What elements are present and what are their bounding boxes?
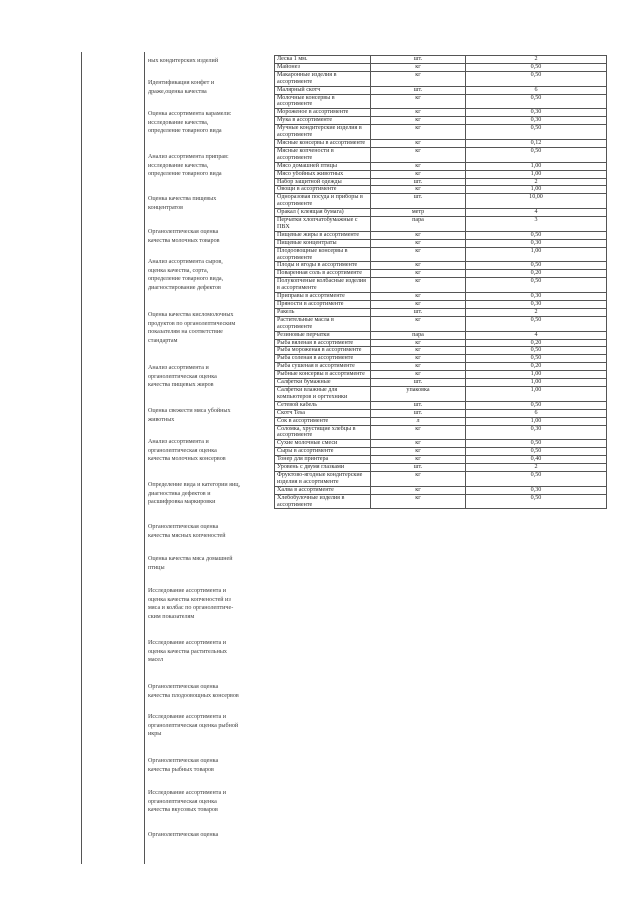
- quantity-cell: 0,30: [466, 486, 607, 494]
- unit-cell: шт.: [371, 194, 466, 209]
- quantity-cell: 0,40: [466, 456, 607, 464]
- item-name-cell: Сок в ассортименте: [275, 417, 371, 425]
- unit-cell: кг: [371, 471, 466, 486]
- item-name-cell: Ракель: [275, 308, 371, 316]
- table-row: [275, 86, 607, 94]
- item-name-cell: Уровень с двумя глазками: [275, 464, 371, 472]
- unit-cell: кг: [371, 186, 466, 194]
- unit-cell: шт.: [371, 308, 466, 316]
- unit-cell: кг: [371, 147, 466, 162]
- topic-item: Анализ ассортимента сыров, оценка качества, сорта, определение товарного вида, диагностирование дефектов: [148, 259, 224, 292]
- quantity-cell: 0,30: [466, 117, 607, 125]
- item-name-cell: Одноразовая посуда и приборы в ассортименте: [275, 194, 371, 209]
- quantity-cell: 0,50: [466, 471, 607, 486]
- item-name-cell: Молочные консервы в ассортименте: [275, 94, 371, 109]
- left-margin-line: [81, 52, 82, 864]
- quantity-cell: 0,50: [466, 448, 607, 456]
- unit-cell: кг: [371, 355, 466, 363]
- item-name-cell: Плоды и ягоды в ассортименте: [275, 262, 371, 270]
- item-name-cell: Тонер для принтера: [275, 456, 371, 464]
- supply-table-body: [275, 56, 607, 509]
- quantity-cell: 0,50: [466, 231, 607, 239]
- item-name-cell: Рыба соленая в ассортименте: [275, 355, 371, 363]
- item-name-cell: Салфетки влажные для компьютеров и оргтехники: [275, 386, 371, 401]
- table-row: [275, 109, 607, 117]
- quantity-cell: 2: [466, 308, 607, 316]
- topic-item: Органолептическая оценка качества плодоовощных консервов: [148, 684, 239, 699]
- quantity-cell: 6: [466, 86, 607, 94]
- table-row: [275, 170, 607, 178]
- unit-cell: пара: [371, 217, 466, 232]
- unit-cell: кг: [371, 440, 466, 448]
- table-row: [275, 417, 607, 425]
- topic-item: Оценка качества пищевых концентратов: [148, 196, 217, 211]
- unit-cell: кг: [371, 293, 466, 301]
- table-row: [275, 301, 607, 309]
- table-row: [275, 371, 607, 379]
- item-name-cell: Поваренная соль в ассортименте: [275, 270, 371, 278]
- table-row: [275, 316, 607, 331]
- item-name-cell: Плодоовощные консервы в ассортименте: [275, 247, 371, 262]
- quantity-cell: 1,00: [466, 417, 607, 425]
- unit-cell: шт.: [371, 178, 466, 186]
- item-name-cell: Рыба сушеная в ассортименте: [275, 363, 371, 371]
- table-row: [275, 425, 607, 440]
- quantity-cell: 0,50: [466, 440, 607, 448]
- topic-item: Органолептическая оценка качества молочных товаров: [148, 229, 220, 244]
- topic-item: Исследование ассортимента и органолептическая оценка рыбной икры: [148, 714, 239, 738]
- topic-item: Органолептическая оценка качества рыбных товаров: [148, 758, 219, 773]
- quantity-cell: 0,30: [466, 239, 607, 247]
- table-row: [275, 262, 607, 270]
- quantity-cell: 6: [466, 409, 607, 417]
- unit-cell: кг: [371, 117, 466, 125]
- quantity-cell: 0,30: [466, 301, 607, 309]
- item-name-cell: Макаронные изделия в ассортименте: [275, 71, 371, 86]
- quantity-cell: 1,00: [466, 386, 607, 401]
- topic-item: Анализ ассортимента и органолептическая оценка качества молочных консервов: [148, 439, 226, 463]
- quantity-cell: 0,30: [466, 425, 607, 440]
- item-name-cell: Мороженое в ассортименте: [275, 109, 371, 117]
- table-row: [275, 464, 607, 472]
- quantity-cell: 0,50: [466, 63, 607, 71]
- item-name-cell: Сыры в ассортименте: [275, 448, 371, 456]
- unit-cell: кг: [371, 425, 466, 440]
- quantity-cell: 0,20: [466, 363, 607, 371]
- unit-cell: кг: [371, 456, 466, 464]
- table-row: [275, 217, 607, 232]
- item-name-cell: Салфетки бумажные: [275, 379, 371, 387]
- quantity-cell: 0,30: [466, 109, 607, 117]
- unit-cell: кг: [371, 316, 466, 331]
- unit-cell: л: [371, 417, 466, 425]
- item-name-cell: Мучные кондитерские изделия в ассортименте: [275, 125, 371, 140]
- topic-item: ных кондитерских изделий: [148, 58, 219, 64]
- quantity-cell: 1,00: [466, 186, 607, 194]
- table-row: [275, 386, 607, 401]
- quantity-cell: 0,50: [466, 494, 607, 509]
- table-row: [275, 239, 607, 247]
- item-name-cell: Леска 1 мм.: [275, 56, 371, 64]
- item-name-cell: Сухие молочные смеси: [275, 440, 371, 448]
- unit-cell: кг: [371, 231, 466, 239]
- item-name-cell: Мясные копчености в ассортименте: [275, 147, 371, 162]
- item-name-cell: Малярный скотч: [275, 86, 371, 94]
- item-name-cell: Пищевые концентраты: [275, 239, 371, 247]
- unit-cell: кг: [371, 162, 466, 170]
- topic-item: Органолептическая оценка качества мясных копченостей: [148, 524, 226, 539]
- table-row: [275, 125, 607, 140]
- item-name-cell: Пряности в ассортименте: [275, 301, 371, 309]
- quantity-cell: 3: [466, 217, 607, 232]
- item-name-cell: Хлебобулочные изделия в ассортименте: [275, 494, 371, 509]
- table-row: [275, 347, 607, 355]
- unit-cell: упаковка: [371, 386, 466, 401]
- table-row: [275, 339, 607, 347]
- item-name-cell: Растительные масла в ассортименте: [275, 316, 371, 331]
- table-row: [275, 247, 607, 262]
- item-name-cell: Халва в ассортименте: [275, 486, 371, 494]
- item-name-cell: Майонез: [275, 63, 371, 71]
- unit-cell: шт.: [371, 464, 466, 472]
- unit-cell: кг: [371, 494, 466, 509]
- unit-cell: кг: [371, 94, 466, 109]
- item-name-cell: Перчатки хлопчатобумажные с ПВХ: [275, 217, 371, 232]
- quantity-cell: 0,12: [466, 139, 607, 147]
- table-row: [275, 331, 607, 339]
- quantity-cell: 2: [466, 464, 607, 472]
- topic-item: Исследование ассортимента и оценка качества копченостей из мяса и колбас по органолептиче- ским показателям: [148, 588, 234, 621]
- item-name-cell: Рыба мороженая в ассортименте: [275, 347, 371, 355]
- unit-cell: кг: [371, 139, 466, 147]
- table-row: [275, 448, 607, 456]
- unit-cell: шт.: [371, 86, 466, 94]
- quantity-cell: 1,00: [466, 379, 607, 387]
- unit-cell: кг: [371, 347, 466, 355]
- quantity-cell: 0,50: [466, 278, 607, 293]
- item-name-cell: Мясо домашней птицы: [275, 162, 371, 170]
- quantity-cell: 0,30: [466, 293, 607, 301]
- quantity-cell: 0,50: [466, 262, 607, 270]
- table-row: [275, 147, 607, 162]
- item-name-cell: Набор защитной одежды: [275, 178, 371, 186]
- unit-cell: кг: [371, 239, 466, 247]
- quantity-cell: 0,50: [466, 401, 607, 409]
- item-name-cell: Резиновые перчатки: [275, 331, 371, 339]
- unit-cell: кг: [371, 63, 466, 71]
- topic-item: Анализ ассортимента приправ: исследование качества, определение товарного вида: [148, 154, 229, 178]
- quantity-cell: 1,00: [466, 247, 607, 262]
- unit-cell: шт.: [371, 56, 466, 64]
- unit-cell: кг: [371, 170, 466, 178]
- table-row: [275, 278, 607, 293]
- item-name-cell: Оракал ( клеящая бумага): [275, 209, 371, 217]
- table-row: [275, 63, 607, 71]
- table-row: [275, 379, 607, 387]
- quantity-cell: 1,00: [466, 170, 607, 178]
- table-row: [275, 178, 607, 186]
- table-row: [275, 270, 607, 278]
- unit-cell: кг: [371, 363, 466, 371]
- table-row: [275, 486, 607, 494]
- unit-cell: шт.: [371, 409, 466, 417]
- table-row: [275, 494, 607, 509]
- quantity-cell: 0,50: [466, 147, 607, 162]
- table-row: [275, 456, 607, 464]
- table-row: [275, 186, 607, 194]
- unit-cell: кг: [371, 301, 466, 309]
- topic-item: Исследование ассортимента и оценка качества растительных масел: [148, 640, 227, 664]
- unit-cell: шт.: [371, 401, 466, 409]
- unit-cell: кг: [371, 71, 466, 86]
- unit-cell: пара: [371, 331, 466, 339]
- quantity-cell: 0,50: [466, 316, 607, 331]
- table-row: [275, 401, 607, 409]
- table-row: [275, 56, 607, 64]
- table-row: [275, 409, 607, 417]
- quantity-cell: 0,50: [466, 347, 607, 355]
- topic-item: Оценка качества кисломолочных продуктов по органолептическим показателям на соответствие стандартам: [148, 312, 236, 345]
- item-name-cell: Пищевые жиры в ассортименте: [275, 231, 371, 239]
- quantity-cell: 0,50: [466, 355, 607, 363]
- item-name-cell: Мука в ассортименте: [275, 117, 371, 125]
- table-row: [275, 139, 607, 147]
- topic-item: Идентификация конфет и драже,оценка качества: [148, 80, 215, 95]
- item-name-cell: Рыбные консервы в ассортименте: [275, 371, 371, 379]
- item-name-cell: Полукопченые колбасные изделия в ассортименте: [275, 278, 371, 293]
- item-name-cell: Мясные консервы в ассортименте: [275, 139, 371, 147]
- topic-item: Оценка качества мяса домашней птицы: [148, 556, 233, 571]
- quantity-cell: 2: [466, 178, 607, 186]
- table-row: [275, 71, 607, 86]
- item-name-cell: Приправы в ассортименте: [275, 293, 371, 301]
- quantity-cell: 2: [466, 56, 607, 64]
- topic-item: Органолептическая оценка: [148, 832, 219, 838]
- quantity-cell: 0,50: [466, 71, 607, 86]
- quantity-cell: 1,00: [466, 371, 607, 379]
- unit-cell: кг: [371, 270, 466, 278]
- quantity-cell: 0,50: [466, 94, 607, 109]
- unit-cell: кг: [371, 247, 466, 262]
- topic-item: Оценка ассортимента карамели: исследование качества, определение товарного вида: [148, 111, 232, 135]
- quantity-cell: 0,50: [466, 125, 607, 140]
- topic-item: Исследование ассортимента и органолептическая оценка качества вкусовых товаров: [148, 790, 226, 814]
- quantity-cell: 1,00: [466, 162, 607, 170]
- item-name-cell: Соломка, хрустящие хлебцы в ассортименте: [275, 425, 371, 440]
- unit-cell: шт.: [371, 379, 466, 387]
- table-row: [275, 293, 607, 301]
- item-name-cell: Овощи в ассортименте: [275, 186, 371, 194]
- quantity-cell: 4: [466, 331, 607, 339]
- unit-cell: кг: [371, 339, 466, 347]
- topic-item: Определение вида и категории яиц, диагностика дефектов и расшифровка маркировки: [148, 482, 241, 506]
- quantity-cell: 0,20: [466, 339, 607, 347]
- item-name-cell: Сетевой кабель: [275, 401, 371, 409]
- item-name-cell: Скотч Tesa: [275, 409, 371, 417]
- table-row: [275, 355, 607, 363]
- unit-cell: кг: [371, 486, 466, 494]
- table-row: [275, 162, 607, 170]
- table-row: [275, 94, 607, 109]
- unit-cell: кг: [371, 371, 466, 379]
- supply-table: [274, 55, 607, 509]
- unit-cell: кг: [371, 448, 466, 456]
- quantity-cell: 4: [466, 209, 607, 217]
- topic-item: Оценка свежести мяса убойных животных: [148, 408, 231, 423]
- table-row: [275, 471, 607, 486]
- table-row: [275, 363, 607, 371]
- quantity-cell: 0,20: [466, 270, 607, 278]
- unit-cell: кг: [371, 278, 466, 293]
- table-row: [275, 308, 607, 316]
- quantity-cell: 10,00: [466, 194, 607, 209]
- table-row: [275, 194, 607, 209]
- table-row: [275, 231, 607, 239]
- unit-cell: метр: [371, 209, 466, 217]
- item-name-cell: Мясо убойных животных: [275, 170, 371, 178]
- item-name-cell: Фруктово-ягодные кондитерские изделия в ассортименте: [275, 471, 371, 486]
- unit-cell: кг: [371, 125, 466, 140]
- item-name-cell: Рыба вяленая в ассортименте: [275, 339, 371, 347]
- topic-item: Анализ ассортимента и органолептическая оценка качества пищевых жиров: [148, 365, 217, 389]
- unit-cell: кг: [371, 109, 466, 117]
- unit-cell: кг: [371, 262, 466, 270]
- table-row: [275, 117, 607, 125]
- table-row: [275, 440, 607, 448]
- column-divider-line: [144, 52, 145, 864]
- table-row: [275, 209, 607, 217]
